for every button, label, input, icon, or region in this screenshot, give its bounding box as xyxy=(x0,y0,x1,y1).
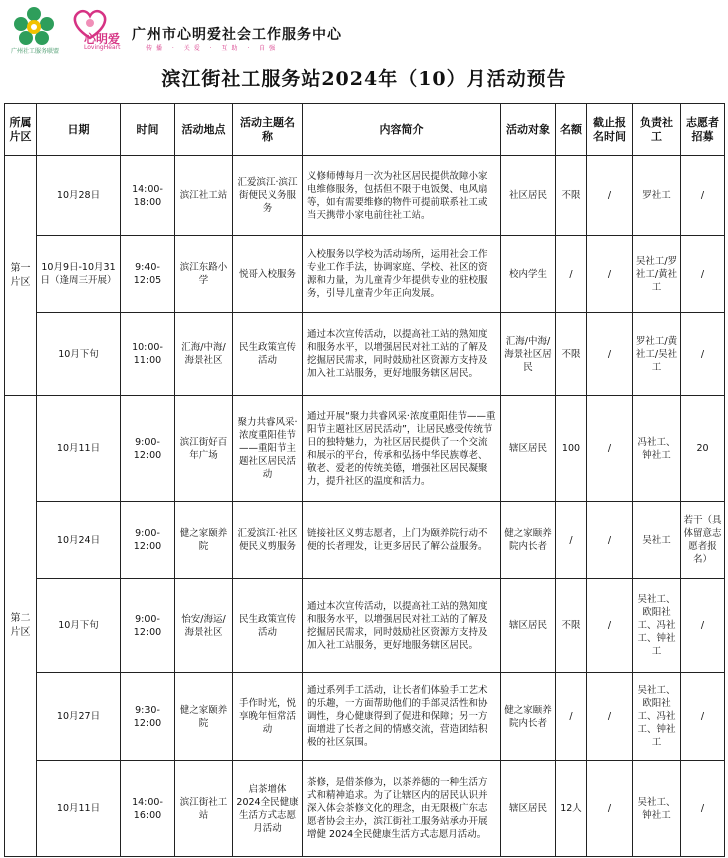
target-cell: 健之家颐养院内长者 xyxy=(501,673,556,761)
intro-cell: 链接社区义剪志愿者，上门为颐养院行动不便的长者理发，让更多居民了解公益服务。 xyxy=(303,502,501,579)
time-cell: 9:00-12:00 xyxy=(121,579,175,673)
quota-cell: / xyxy=(556,502,587,579)
place-cell: 汇海/中海/海景社区 xyxy=(175,313,233,396)
logo-brand-text: 心明爱 xyxy=(84,32,121,46)
target-cell: 社区居民 xyxy=(501,156,556,236)
target-cell: 辖区居民 xyxy=(501,579,556,673)
target-cell: 汇海/中海/海景社区居民 xyxy=(501,313,556,396)
worker-cell: 吴社工 xyxy=(633,502,681,579)
theme-cell: 悦哥入校服务 xyxy=(233,236,303,313)
quota-cell: 12人 xyxy=(556,761,587,857)
place-cell: 健之家颐养院 xyxy=(175,502,233,579)
organization-slogan: 传播 · 关爱 · 互助 · 自强 xyxy=(146,45,280,52)
place-cell: 滨江社工站 xyxy=(175,156,233,236)
worker-cell: 吴社工、欧阳社工、冯社工、钟社工 xyxy=(633,673,681,761)
header-worker: 负责社工 xyxy=(633,104,681,156)
header-target: 活动对象 xyxy=(501,104,556,156)
quota-cell: / xyxy=(556,673,587,761)
area-cell: 第二片区 xyxy=(5,396,37,857)
volunteer-cell: / xyxy=(681,673,725,761)
volunteer-cell: / xyxy=(681,236,725,313)
deadline-cell: / xyxy=(587,673,633,761)
quota-cell: 不限 xyxy=(556,156,587,236)
place-cell: 怡安/海运/海景社区 xyxy=(175,579,233,673)
quota-cell: / xyxy=(556,236,587,313)
target-cell: 辖区居民 xyxy=(501,396,556,502)
header-date: 日期 xyxy=(37,104,121,156)
deadline-cell: / xyxy=(587,502,633,579)
intro-cell: 通过系列手工活动，让长者们体验手工艺术的乐趣，一方面帮助他们的手部灵活性和协调性，身心健康得到了促进和保障；另一方面增进了长者之间的情感交流，营造团结积极的社区氛围。 xyxy=(303,673,501,761)
organization-name: 广州市心明爱社会工作服务中心 xyxy=(132,27,342,43)
time-cell: 14:00-18:00 xyxy=(121,156,175,236)
deadline-cell: / xyxy=(587,156,633,236)
worker-cell: 吴社工、钟社工 xyxy=(633,761,681,857)
date-cell: 10月11日 xyxy=(37,396,121,502)
date-cell: 10月27日 xyxy=(37,673,121,761)
volunteer-cell: / xyxy=(681,156,725,236)
header-deadline: 截止报名时间 xyxy=(587,104,633,156)
header-volunteer: 志愿者招募 xyxy=(681,104,725,156)
theme-cell: 汇爱滨江·滨江街便民义务服务 xyxy=(233,156,303,236)
header-quota: 名额 xyxy=(556,104,587,156)
table-row xyxy=(5,579,725,673)
worker-cell: 罗社工/黄社工/吴社工 xyxy=(633,313,681,396)
date-cell: 10月24日 xyxy=(37,502,121,579)
header-intro: 内容简介 xyxy=(303,104,501,156)
table-row xyxy=(5,673,725,761)
deadline-cell: / xyxy=(587,761,633,857)
theme-cell: 启茶增体 2024全民健康生活方式志愿月活动 xyxy=(233,761,303,857)
target-cell: 健之家颐养院内长者 xyxy=(501,502,556,579)
header-area: 所属片区 xyxy=(5,104,37,156)
worker-cell: 吴社工/罗社工/黄社工 xyxy=(633,236,681,313)
target-cell: 辖区居民 xyxy=(501,761,556,857)
time-cell: 9:30-12:00 xyxy=(121,673,175,761)
date-cell: 10月下旬 xyxy=(37,313,121,396)
theme-cell: 民生政策宣传活动 xyxy=(233,579,303,673)
table-header-row xyxy=(5,104,725,156)
header-theme: 活动主题名称 xyxy=(233,104,303,156)
target-cell: 校内学生 xyxy=(501,236,556,313)
activity-table xyxy=(4,103,725,857)
logo-brand-en: LovingHeart xyxy=(84,44,121,51)
place-cell: 健之家颐养院 xyxy=(175,673,233,761)
table-row xyxy=(5,502,725,579)
header-time: 时间 xyxy=(121,104,175,156)
intro-cell: 茶修，是借茶修为，以茶养德的一种生活方式和精神追求。为了让辖区内的居民认识并深入体会茶修文化的理念，由无限极广东志愿者协会主办，滨江街社工服务站承办开展增健 2024全民健康生活方式志愿月活动。 xyxy=(303,761,501,857)
worker-cell: 吴社工、欧阳社工、冯社工、钟社工 xyxy=(633,579,681,673)
quota-cell: 不限 xyxy=(556,313,587,396)
time-cell: 10:00-11:00 xyxy=(121,313,175,396)
date-cell: 10月下旬 xyxy=(37,579,121,673)
table-row xyxy=(5,761,725,857)
table-row xyxy=(5,236,725,313)
date-cell: 10月9日-10月31日（逢周三开展） xyxy=(37,236,121,313)
deadline-cell: / xyxy=(587,313,633,396)
place-cell: 滨江街社工站 xyxy=(175,761,233,857)
intro-cell: 入校服务以学校为活动场所，运用社会工作专业工作手法，协调家庭、学校、社区的资源和力量，为儿童青少年提供专业的驻校服务，引导儿童青少年正向发展。 xyxy=(303,236,501,313)
place-cell: 滨江东路小学 xyxy=(175,236,233,313)
deadline-cell: / xyxy=(587,396,633,502)
theme-cell: 手作时光，悦享晚年恒常活动 xyxy=(233,673,303,761)
theme-cell: 聚力共睿风采·浓度重阳佳节——重阳节主题社区居民活动 xyxy=(233,396,303,502)
quota-cell: 不限 xyxy=(556,579,587,673)
volunteer-cell: 若干（具体留意志愿者报名） xyxy=(681,502,725,579)
quota-cell: 100 xyxy=(556,396,587,502)
volunteer-cell: / xyxy=(681,761,725,857)
deadline-cell: / xyxy=(587,236,633,313)
header xyxy=(0,0,728,58)
deadline-cell: / xyxy=(587,579,633,673)
place-cell: 滨江街好百年广场 xyxy=(175,396,233,502)
theme-cell: 汇爱滨江·社区便民义剪服务 xyxy=(233,502,303,579)
intro-cell: 通过本次宣传活动，以提高社工站的熟知度和服务水平，以增强居民对社工站的了解及挖掘居民需求，同时鼓励社区资源方支持及加入社工站服务，更好地服务辖区居民。 xyxy=(303,579,501,673)
header-place: 活动地点 xyxy=(175,104,233,156)
volunteer-cell: 20 xyxy=(681,396,725,502)
time-cell: 9:00-12:00 xyxy=(121,502,175,579)
volunteer-cell: / xyxy=(681,579,725,673)
intro-cell: 通过本次宣传活动，以提高社工站的熟知度和服务水平，以增强居民对社工站的了解及挖掘居民需求，同时鼓励社区资源方支持及加入社工站服务，更好地服务辖区居民。 xyxy=(303,313,501,396)
logo-caption: 广州社工服务联盟 xyxy=(10,48,59,55)
volunteer-cell: / xyxy=(681,313,725,396)
worker-cell: 罗社工 xyxy=(633,156,681,236)
date-cell: 10月28日 xyxy=(37,156,121,236)
time-cell: 9:40-12:05 xyxy=(121,236,175,313)
page-title: 滨江街社工服务站2024年（10）月活动预告 xyxy=(161,68,567,90)
table-row xyxy=(5,396,725,502)
intro-cell: 通过开展“聚力共睿风采·浓度重阳佳节——重阳节主题社区居民活动”，让居民感受传统节日的独特魅力，为社区居民提供了一个交流和展示的平台，传承和弘扬中华民族尊老、敬老、爱老的传统美德，增强社区居民凝聚力，提升社区的温度和活力。 xyxy=(303,396,501,502)
time-cell: 9:00-12:00 xyxy=(121,396,175,502)
area-cell: 第一片区 xyxy=(5,156,37,396)
theme-cell: 民生政策宣传活动 xyxy=(233,313,303,396)
table-row xyxy=(5,156,725,236)
intro-cell: 义修师傅每月一次为社区居民提供故障小家电维修服务，包括但不限于电饭煲、电风扇等，如有需要维修的物件可提前联系社工或当天携带小家电前往社工站。 xyxy=(303,156,501,236)
worker-cell: 冯社工、钟社工 xyxy=(633,396,681,502)
table-row xyxy=(5,313,725,396)
date-cell: 10月11日 xyxy=(37,761,121,857)
time-cell: 14:00-16:00 xyxy=(121,761,175,857)
